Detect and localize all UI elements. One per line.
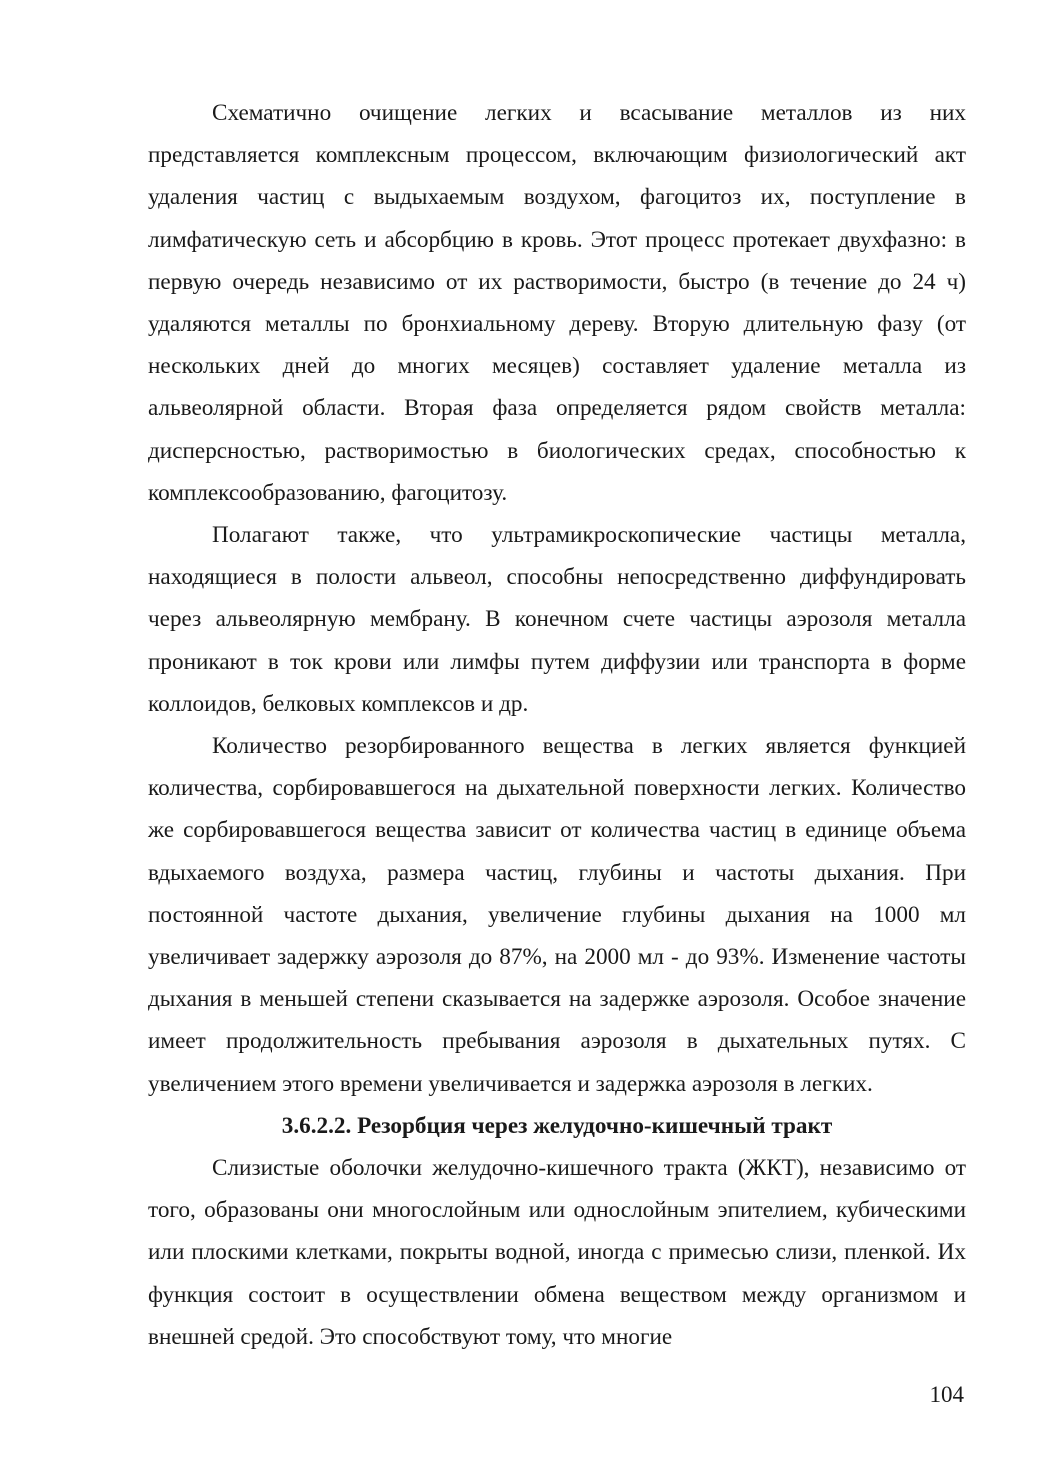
section-heading: 3.6.2.2. Резорбция через желудочно-кишечный тракт [281,1112,833,1139]
paragraph-lung-clearance: Схематично очищение легких и всасывание металлов из них представляется комплексным процессом, включающим физиологический акт удаления частиц с выдыхаемым воздухом, фагоцитоз их, поступление в лимфатическую сеть и абсорбцию в кровь. Этот процесс протекает двухфазно: в первую очередь независимо от их растворимости, быстро (в течение до 24 ч) удаляются металлы по бронхиальному дереву. Вторую длительную фазу (от нескольких дней до многих месяцев) составляет удаление металла из альвеолярной области. Вторая фаза определяется рядом свойств металла: дисперсностью, растворимостью в биологических средах, способностью к комплексообразованию, фагоцитозу. [148,100,966,506]
paragraph-gi-mucosa: Слизистые оболочки желудочно-кишечного тракта (ЖКТ), независимо от того, образованы они многослойным или однослойным эпителием, кубическими или плоскими клетками, покрыты водной, иногда с примесью слизи, пленкой. Их функция состоит в осуществлении обмена веществом между организмом и внешней средой. Это способствуют тому, что многие [148,1155,966,1350]
page-number: 104 [929,1382,964,1407]
page-body [148,92,966,1358]
paragraph-ultramicroscopic-particles: Полагают также, что ультрамикроскопические частицы металла, находящиеся в полости альвеол, способны непосредственно диффундировать через альвеолярную мембрану. В конечном счете частицы аэрозоля металла проникают в ток крови или лимфы путем диффузии или транспорта в форме коллоидов, белковых комплексов и др. [148,522,966,717]
paragraph-resorbed-quantity: Количество резорбированного вещества в легких является функцией количества, сорбировавшегося на дыхательной поверхности легких. Количество же сорбировавшегося вещества зависит от количества частиц в единице объема вдыхаемого воздуха, размера частиц, глубины и частоты дыхания. При постоянной частоте дыхания, увеличение глубины дыхания на 1000 мл увеличивает задержку аэрозоля до 87%, на 2000 мл - до 93%. Изменение частоты дыхания в меньшей степени сказывается на задержке аэрозоля. Особое значение имеет продолжительность пребывания аэрозоля в дыхательных путях. С увеличением этого времени увеличивается и задержка аэрозоля в легких. [148,733,966,1097]
